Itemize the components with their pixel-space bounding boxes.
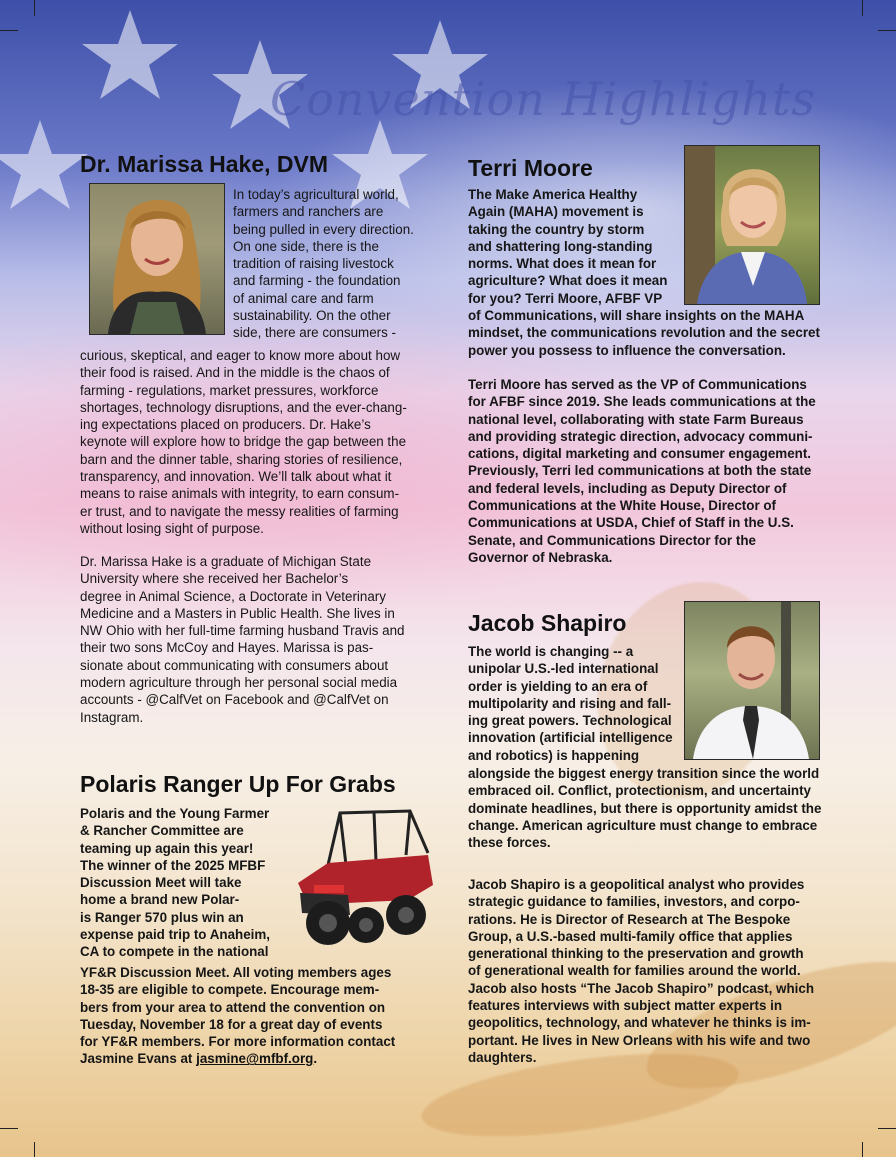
speaker-name-shapiro: Jacob Shapiro (468, 610, 627, 636)
text-line: daughters. (468, 1049, 537, 1065)
text-line: CA to compete in the national (80, 944, 269, 960)
text-line: multipolarity and rising and fall- (468, 695, 672, 711)
text-line: transparency, and innovation. We’ll talk about what it (80, 469, 392, 485)
text-line: of generational wealth for families around the world. (468, 963, 801, 979)
section-title: Convention Highlights (270, 72, 816, 126)
text-line-date (80, 1016, 440, 1033)
text-line: tradition of raising livestock (233, 256, 394, 272)
portrait-woman-icon (685, 146, 819, 304)
text-line: sionate about communicating with consumers about (80, 657, 389, 673)
crop-mark (0, 1128, 18, 1129)
text-line: order is yielding to an era of (468, 678, 648, 694)
text-line: means to raise animals with integrity, to earn consum- (80, 486, 400, 502)
portrait-man-icon (685, 602, 819, 759)
crop-mark (862, 1142, 863, 1157)
text-line: national level, collaborating with state Farm Bureaus (468, 411, 804, 427)
text-line: Terri Moore has served as the VP of Communications (468, 377, 807, 392)
text-line: dominate headlines, but there is opportunity amidst the (468, 800, 822, 816)
text-line: and providing strategic direction, advocacy communi- (468, 428, 813, 444)
text-line: NW Ohio with her full-time farming husband Travis and (80, 623, 405, 639)
moore-bio-rest (468, 307, 828, 359)
hake-bio-2 (80, 553, 440, 726)
text-line: Jacob also hosts “The Jacob Shapiro” podcast, which (468, 980, 814, 996)
moore-photo (684, 145, 820, 305)
text-line: Medicine and a Masters in Public Health. She lives in (80, 605, 395, 621)
star-shape (0, 120, 88, 209)
shapiro-photo (684, 601, 820, 760)
text-line: Dr. Marissa Hake is a graduate of Michigan State (80, 554, 372, 569)
text-line: power you possess to influence the conversation. (468, 342, 786, 358)
speaker-name-hake: Dr. Marissa Hake, DVM (80, 151, 329, 177)
text-line: taking the country by storm (468, 221, 645, 237)
shapiro-bio-rest (468, 765, 828, 851)
text-line: of animal care and farm (233, 290, 374, 306)
text-line: Polaris and the Young Farmer (80, 806, 270, 821)
text-line: accounts - @CalfVet on Facebook and @CalfVet on (80, 692, 389, 708)
text-line: keynote will explore how to bridge the gap between the (80, 434, 407, 450)
text-line: curious, skeptical, and eager to know more about how (80, 348, 401, 363)
text-line: change. American agriculture must change to embrace (468, 817, 818, 833)
text-line: embraced oil. Conflict, protectionism, and uncertainty (468, 783, 812, 799)
text-line: Communications at USDA, Chief of Staff in the U.S. (468, 515, 794, 531)
text-line: ing great powers. Technological (468, 713, 672, 729)
text-line: without losing sight of purpose. (80, 520, 264, 536)
text-line: bers from your area to attend the convention on (80, 999, 386, 1015)
text-line: for you? Terri Moore, AFBF VP (468, 290, 663, 306)
portrait-woman-icon (90, 184, 224, 334)
text-line: Communications at the White House, Director of (468, 498, 777, 514)
text-line: On one side, there is the (233, 238, 379, 254)
text-line: these forces. (468, 835, 551, 851)
text-line: is Ranger 570 plus win an (80, 909, 244, 925)
text-line: for YF&R members. For more information contact (80, 1034, 396, 1050)
text-line: Previously, Terri led communications at both the state (468, 463, 812, 479)
text-line: for AFBF since 2019. She leads communications at the (468, 394, 816, 410)
text-line: alongside the biggest energy transition since the world (468, 766, 820, 781)
text-line: generational thinking to the preservation and growth (468, 946, 804, 962)
text-line: and farming - the foundation (233, 273, 401, 289)
text-line: ing expectations placed on producers. Dr. Hake’s (80, 417, 371, 433)
text-fragment: for a great day of events (223, 1016, 383, 1032)
text-line: innovation (artificial intelligence (468, 730, 673, 746)
text-line: agriculture? What does it mean (468, 273, 668, 289)
text-line: cations, digital marketing and consumer engagement. (468, 446, 812, 462)
text-line: shortages, technology disruptions, and the ever-chang- (80, 399, 407, 415)
moore-bio-wrap (468, 186, 683, 307)
text-line: Again (MAHA) movement is (468, 204, 644, 220)
shapiro-bio-wrap (468, 643, 683, 764)
text-fragment: . (313, 1051, 318, 1067)
text-line: portant. He lives in New Orleans with his wife and two (468, 1032, 811, 1048)
crop-mark (34, 1142, 35, 1157)
text-line-contact (80, 1050, 440, 1067)
text-line: sustainability. On the other (233, 308, 391, 324)
text-line: their food is raised. And in the middle is the chaos of (80, 365, 390, 381)
text-line: strategic guidance to families, investors, and corpo- (468, 894, 800, 910)
event-date: Tuesday, November 18 (80, 1016, 224, 1032)
utv-vehicle-icon (288, 805, 438, 950)
moore-bio-2 (468, 376, 828, 566)
text-line: The Make America Healthy (468, 187, 638, 202)
hake-bio-rest (80, 347, 440, 537)
star-shape (82, 10, 178, 99)
text-line: and robotics) is happening (468, 747, 640, 763)
text-line: farming - regulations, market pressures, workforce (80, 382, 379, 398)
text-line: mindset, the communications revolution and the secret (468, 325, 820, 341)
text-line: The world is changing -- a (468, 644, 634, 659)
text-line: Governor of Nebraska. (468, 549, 613, 565)
text-line: modern agriculture through her personal social media (80, 675, 398, 691)
text-line: home a brand new Polar- (80, 892, 240, 908)
hake-bio-wrap (233, 186, 433, 342)
text-line: YF&R Discussion Meet. All voting members ages (80, 965, 392, 980)
text-line: teaming up again this year! (80, 840, 254, 856)
text-line: Instagram. (80, 709, 144, 725)
text-fragment: Jasmine Evans at (80, 1051, 197, 1067)
text-line: unipolar U.S.-led international (468, 661, 659, 677)
text-line: degree in Animal Science, a Doctorate in Veterinary (80, 588, 386, 604)
polaris-title: Polaris Ranger Up For Grabs (80, 771, 396, 797)
utv-image (288, 805, 438, 950)
text-line: side, there are consumers - (233, 325, 396, 341)
text-line: In today’s agricultural world, (233, 187, 399, 202)
email-link[interactable]: jasmine@mfbf.org (196, 1051, 314, 1067)
shapiro-bio-2 (468, 876, 828, 1066)
text-line: barn and the dinner table, sharing stories of resilience, (80, 451, 403, 467)
text-line: being pulled in every direction. (233, 221, 414, 237)
text-line: of Communications, will share insights on the MAHA (468, 308, 805, 323)
text-line: er trust, and to navigate the messy realities of farming (80, 503, 399, 519)
text-line: norms. What does it mean for (468, 256, 657, 272)
text-line: 18-35 are eligible to compete. Encourage mem- (80, 982, 380, 998)
text-line: University where she received her Bachelor’s (80, 571, 349, 587)
text-line: expense paid trip to Anaheim, (80, 927, 270, 943)
polaris-rest (80, 964, 440, 1068)
text-line: geopolitics, technology, and whatever he thinks is im- (468, 1015, 811, 1031)
text-line: & Rancher Committee are (80, 823, 244, 839)
text-line: farmers and ranchers are (233, 204, 384, 220)
text-line: features interviews with subject matter experts in (468, 998, 783, 1014)
text-line: The winner of the 2025 MFBF (80, 857, 266, 873)
text-line: Discussion Meet will take (80, 875, 242, 891)
text-line: and shattering long-standing (468, 238, 653, 254)
hake-photo (89, 183, 225, 335)
text-line: and federal levels, including as Deputy Director of (468, 480, 787, 496)
speaker-name-moore: Terri Moore (468, 155, 593, 181)
text-line: Group, a U.S.-based multi-family office that applies (468, 928, 793, 944)
polaris-wrap (80, 805, 290, 961)
text-line: their two sons McCoy and Hayes. Marissa is pas- (80, 640, 374, 656)
text-line: Jacob Shapiro is a geopolitical analyst who provides (468, 877, 805, 892)
text-line: Senate, and Communications Director for the (468, 532, 756, 548)
crop-mark (878, 1128, 896, 1129)
text-line: rations. He is Director of Research at The Bespoke (468, 911, 791, 927)
